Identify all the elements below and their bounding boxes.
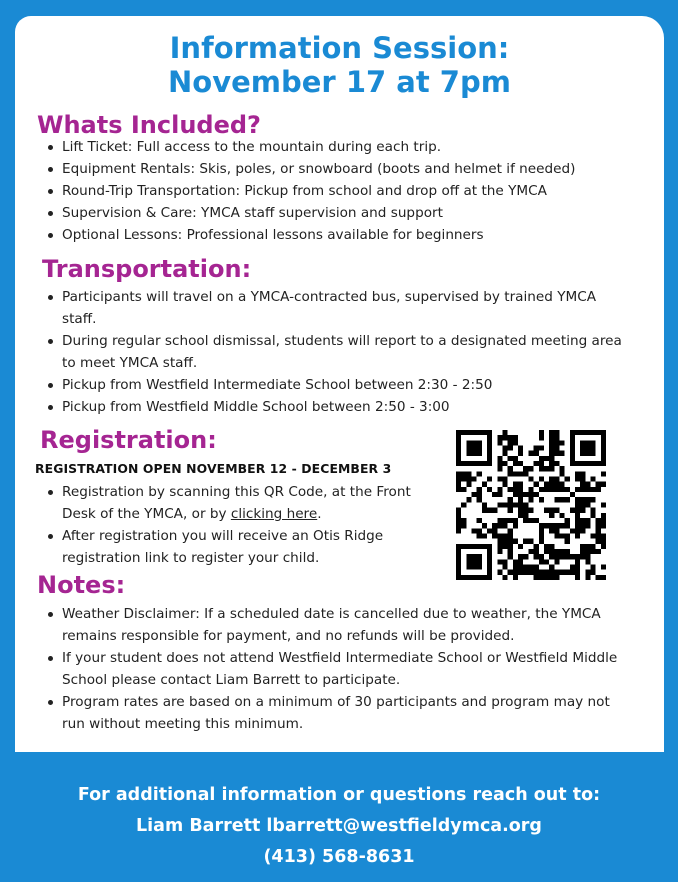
- list-item: Weather Disclaimer: If a scheduled date is cancelled due to weather, the YMCA remains responsible for payment, and no refunds will be provided.: [38, 603, 630, 647]
- list-item: Pickup from Westfield Intermediate School between 2:30 - 2:50: [38, 374, 630, 396]
- title-line-1: Information Session:: [169, 31, 510, 65]
- notes-list: [38, 603, 630, 735]
- list-item: After registration you will receive an Otis Ridge registration link to register your child.: [38, 525, 426, 569]
- list-item: Lift Ticket: Full access to the mountain during each trip.: [38, 136, 648, 158]
- included-list: [38, 136, 648, 246]
- registration-heading: Registration:: [40, 426, 217, 454]
- list-item: [38, 481, 426, 525]
- notes-heading: Notes:: [37, 571, 126, 599]
- footer-contact-prompt: For additional information or questions reach out to:: [77, 785, 601, 805]
- list-item: Program rates are based on a minimum of 30 participants and program may not run without meeting this minimum.: [38, 691, 630, 735]
- included-heading: Whats Included?: [37, 111, 261, 139]
- list-item: If your student does not attend Westfield Intermediate School or Westfield Middle School please contact Liam Barrett to participate.: [38, 647, 630, 691]
- registration-text: Registration by scanning this QR Code, at the Front Desk of the YMCA, or by: [62, 484, 411, 522]
- title-line-2: November 17 at 7pm: [168, 65, 511, 99]
- list-item: Supervision & Care: YMCA staff supervision and support: [38, 202, 648, 224]
- registration-open-dates: REGISTRATION OPEN NOVEMBER 12 - DECEMBER 3: [35, 461, 392, 476]
- transportation-heading: Transportation:: [42, 255, 252, 283]
- list-item: Optional Lessons: Professional lessons available for beginners: [38, 224, 648, 246]
- page-title: [15, 31, 664, 99]
- list-item: Participants will travel on a YMCA-contracted bus, supervised by trained YMCA staff.: [38, 286, 630, 330]
- footer-contact-phone: (413) 568-8631: [263, 847, 415, 867]
- list-item: Equipment Rentals: Skis, poles, or snowboard (boots and helmet if needed): [38, 158, 648, 180]
- footer-contact-email[interactable]: Liam Barrett lbarrett@westfieldymca.org: [136, 816, 542, 836]
- registration-qr-code[interactable]: [456, 430, 606, 580]
- list-item: During regular school dismissal, students will report to a designated meeting area to meet YMCA staff.: [38, 330, 630, 374]
- list-item: Pickup from Westfield Middle School between 2:50 - 3:00: [38, 396, 630, 418]
- registration-list: [38, 481, 426, 569]
- registration-period: .: [317, 506, 322, 522]
- list-item: Round-Trip Transportation: Pickup from school and drop off at the YMCA: [38, 180, 648, 202]
- registration-link[interactable]: clicking here: [230, 506, 318, 522]
- transportation-list: [38, 286, 630, 418]
